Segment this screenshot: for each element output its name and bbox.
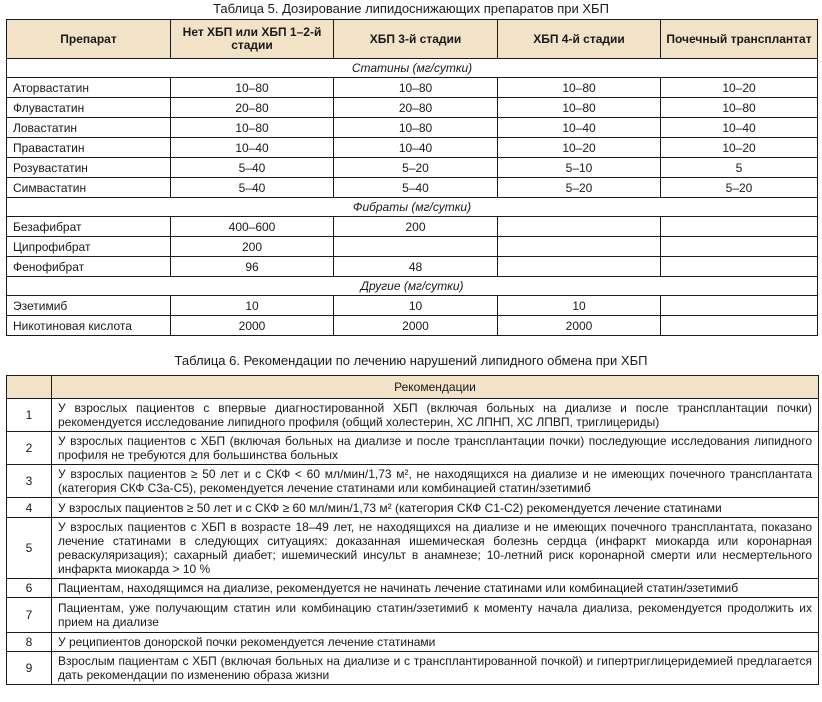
recommendation-number: 3 [7, 465, 52, 498]
col-header-ckd-none-1-2: Нет ХБП или ХБП 1–2-й стадии [171, 20, 334, 59]
dose-cell: 20–80 [171, 98, 334, 118]
table-row [7, 138, 818, 158]
dose-cell: 2000 [334, 316, 498, 336]
table5-caption: Таблица 5. Дозирование липидоснижающих препаратов при ХБП [213, 1, 609, 16]
recommendation-number: 7 [7, 598, 52, 633]
drug-name-cell: Ципрофибрат [7, 237, 171, 257]
recommendation-text: У взрослых пациентов с впервые диагностированной ХБП (включая больных на диализе и после трансплантации почки) рекомендуется исследование липидного профиля (общий холестерин, ХС ЛПНП, ХС ЛПВП, триглицериды) [52, 399, 819, 432]
recommendation-number: 9 [7, 652, 52, 685]
dose-cell: 5–40 [171, 158, 334, 178]
dose-cell: 200 [334, 217, 498, 237]
recommendation-text: У взрослых пациентов ≥ 50 лет и с СКФ ≥ 60 мл/мин/1,73 м² (категория СКФ С1-С2) рекомендуется лечение статинами [52, 498, 819, 518]
dose-cell: 400–600 [171, 217, 334, 237]
recommendation-text: У взрослых пациентов с ХБП в возрасте 18–49 лет, не находящихся на диализе и не имеющих почечного трансплантата, показано лечение статинами в следующих ситуациях: доказанная ишемическая болезнь сердца (инфаркт миокарда или коронарная реваскуляризация); сахарный диабет; ишемический инсульт в анамнезе; 10-летний риск коронарной смерти или несмертельного инфаркта миокарда > 10 % [52, 518, 819, 579]
header-number-cell [7, 376, 52, 399]
col-header-transplant: Почечный трансплантат [661, 20, 818, 59]
dose-cell: 5–40 [171, 178, 334, 198]
dose-cell: 10–40 [334, 138, 498, 158]
table-row [7, 118, 818, 138]
recommendation-number: 6 [7, 579, 52, 598]
recommendation-row [7, 579, 819, 598]
section-title: Статины (мг/сутки) [7, 59, 818, 78]
recommendation-number: 5 [7, 518, 52, 579]
recommendation-number: 2 [7, 432, 52, 465]
dose-cell: 5–20 [661, 178, 818, 198]
table-row [7, 316, 818, 336]
dose-cell [661, 316, 818, 336]
dosage-table-header-row [7, 20, 818, 59]
dose-cell [661, 237, 818, 257]
drug-name-cell: Ловастатин [7, 118, 171, 138]
dose-cell: 10–20 [498, 138, 661, 158]
recommendations-table [6, 375, 819, 685]
dose-cell: 10 [334, 296, 498, 316]
dose-cell: 5–40 [334, 178, 498, 198]
recommendation-row [7, 518, 819, 579]
recommendations-header-row [7, 376, 819, 399]
dose-cell: 10–80 [171, 78, 334, 98]
drug-name-cell: Безафибрат [7, 217, 171, 237]
recommendation-row [7, 652, 819, 685]
dose-cell: 96 [171, 257, 334, 277]
col-header-drug: Препарат [7, 20, 171, 59]
dose-cell: 10–80 [661, 98, 818, 118]
dose-cell: 10 [171, 296, 334, 316]
dose-cell: 10–20 [661, 78, 818, 98]
drug-name-cell: Никотиновая кислота [7, 316, 171, 336]
section-row [7, 59, 818, 78]
dose-cell [661, 217, 818, 237]
dosage-table-body [7, 59, 818, 336]
recommendation-text: У взрослых пациентов с ХБП (включая больных на диализе и после трансплантации почки) последующие исследования липидного профиля не требуются для большинства больных [52, 432, 819, 465]
drug-name-cell: Аторвастатин [7, 78, 171, 98]
dose-cell: 5–20 [498, 178, 661, 198]
table-row [7, 178, 818, 198]
dose-cell: 10 [498, 296, 661, 316]
col-header-ckd-3: ХБП 3-й стадии [334, 20, 498, 59]
dose-cell: 10–80 [334, 118, 498, 138]
dose-cell: 10–80 [334, 78, 498, 98]
table-row [7, 257, 818, 277]
recommendation-number: 8 [7, 633, 52, 652]
dose-cell: 200 [171, 237, 334, 257]
dose-cell [661, 257, 818, 277]
section-title: Фибраты (мг/сутки) [7, 198, 818, 217]
dose-cell: 10–40 [661, 118, 818, 138]
recommendation-row [7, 432, 819, 465]
table-row [7, 217, 818, 237]
recommendation-text: У взрослых пациентов ≥ 50 лет и с СКФ < 60 мл/мин/1,73 м², не находящихся на диализе и не имеющих почечного трансплантата (категория СКФ С3а-С5), рекомендуется лечение статинами или комбинацией статин/эзетимиб [52, 465, 819, 498]
dose-cell [661, 296, 818, 316]
table-row [7, 296, 818, 316]
recommendation-row [7, 498, 819, 518]
drug-name-cell: Симвастатин [7, 178, 171, 198]
dose-cell: 2000 [171, 316, 334, 336]
recommendation-text: У реципиентов донорской почки рекомендуется лечение статинами [52, 633, 819, 652]
recommendation-text: Пациентам, уже получающим статин или комбинацию статин/эзетимиб к моменту начала диализа, рекомендуется продолжить их прием на диализе [52, 598, 819, 633]
recommendation-row [7, 399, 819, 432]
col-header-ckd-4: ХБП 4-й стадии [498, 20, 661, 59]
dosage-table [6, 19, 818, 336]
section-title: Другие (мг/сутки) [7, 277, 818, 296]
dose-cell [334, 237, 498, 257]
dose-cell: 10–80 [171, 118, 334, 138]
section-row [7, 277, 818, 296]
drug-name-cell: Правастатин [7, 138, 171, 158]
table6-caption: Таблица 6. Рекомендации по лечению нарушений липидного обмена при ХБП [174, 353, 648, 368]
recommendation-number: 4 [7, 498, 52, 518]
dose-cell: 5–10 [498, 158, 661, 178]
recommendation-row [7, 633, 819, 652]
table-row [7, 98, 818, 118]
dose-cell [498, 257, 661, 277]
recommendations-table-body [7, 399, 819, 685]
table-row [7, 158, 818, 178]
drug-name-cell: Флувастатин [7, 98, 171, 118]
dose-cell: 20–80 [334, 98, 498, 118]
dose-cell: 10–80 [498, 78, 661, 98]
drug-name-cell: Фенофибрат [7, 257, 171, 277]
dose-cell: 5–20 [334, 158, 498, 178]
drug-name-cell: Розувастатин [7, 158, 171, 178]
dose-cell [498, 217, 661, 237]
recommendation-text: Пациентам, находящимся на диализе, рекомендуется не начинать лечение статинами или комбинацией статин/эзетимиб [52, 579, 819, 598]
dose-cell [498, 237, 661, 257]
table-row [7, 237, 818, 257]
dose-cell: 10–80 [498, 98, 661, 118]
section-row [7, 198, 818, 217]
dose-cell: 5 [661, 158, 818, 178]
dose-cell: 10–20 [661, 138, 818, 158]
recommendation-row [7, 598, 819, 633]
recommendation-number: 1 [7, 399, 52, 432]
dose-cell: 10–40 [171, 138, 334, 158]
drug-name-cell: Эзетимиб [7, 296, 171, 316]
dose-cell: 10–40 [498, 118, 661, 138]
dose-cell: 2000 [498, 316, 661, 336]
table-row [7, 78, 818, 98]
dose-cell: 48 [334, 257, 498, 277]
recommendations-header: Рекомендации [52, 376, 819, 399]
recommendation-text: Взрослым пациентам с ХБП (включая больных на диализе и с трансплантированной почкой) и гипертриглицеридемией предлагается дать рекомендации по изменению образа жизни [52, 652, 819, 685]
recommendation-row [7, 465, 819, 498]
